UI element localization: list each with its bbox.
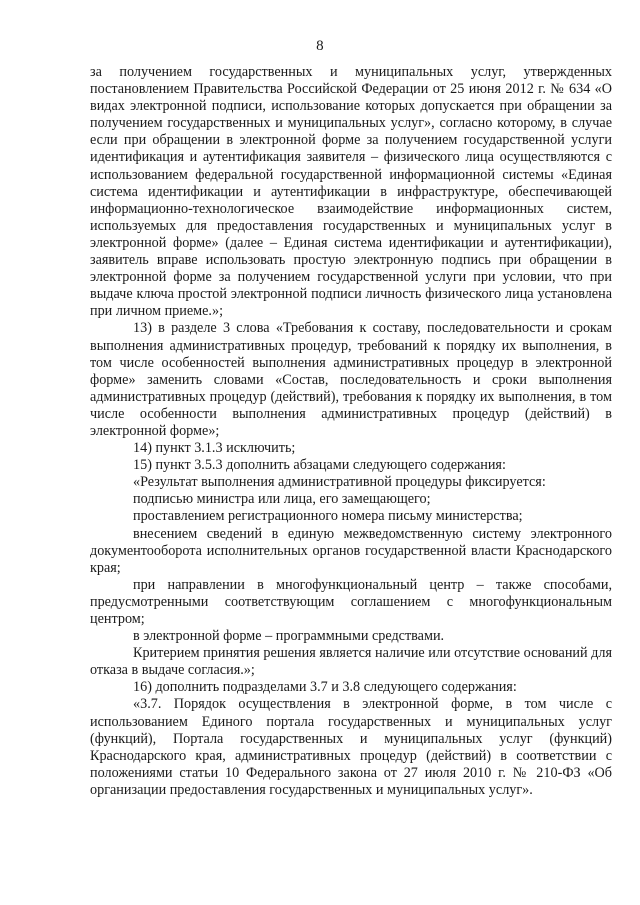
paragraph-item-13: 13) в разделе 3 слова «Требования к составу, последовательности и срокам выполнения административных процедур, требований к порядку их выполнения, в том числе особенностей выполнения административных процедур в электронной форме» заменить словами «Состав, последовательность и сроки выполнения административных процедур (действий), требования к порядку их выполнения, в том числе особенности выполнения административных процедур (действий) в электронной форме»; xyxy=(90,320,612,439)
paragraph-item-14: 14) пункт 3.1.3 исключить; xyxy=(133,440,296,457)
paragraph-continuation: за получением государственных и муниципальных услуг, утвержденных постановлением Правительства Российской Федерации от 25 июня 2012 г. № 634 «О видах электронной подписи, использование которых допускается при обращении за получением государственных и муниципальных услуг», согласно которому, в случае если при обращении в электронной форме за получением государственной услуги идентификация и аутентификация заявителя – физического лица осуществляются с использованием федеральной государственной информационной системы «Единая система идентификации и аутентификации в инфраструктуре, обеспечивающей информационно-технологическое взаимодействие информационных систем, используемых для предоставления государственных и муниципальных услуг в электронной форме» (далее – Единая система идентификации и аутентификации), заявитель вправе использовать простую электронную подпись при обращении в электронной форме за получением государственной услуги при условии, что при выдаче ключа простой электронной подписи личность физического лица установлена при личном приеме.»; xyxy=(90,64,612,320)
paragraph-edms: внесением сведений в единую межведомственную систему электронного документооборота исполнительных органов государственной власти Краснодарского края; xyxy=(90,525,612,576)
paragraph-result-fixed: «Результат выполнения административной процедуры фиксируется: xyxy=(133,474,546,491)
paragraph-signature: подписью министра или лица, его замещающего; xyxy=(133,491,431,508)
paragraph-section-3-7: «3.7. Порядок осуществления в электронной форме, в том числе с использованием Единого портала государственных и муниципальных услуг (функций), Портала государственных и муниципальных услуг (функций) Краснодарского края, административных процедур (действий) в соответствии с положениями статьи 10 Федерального закона от 27 июля 2010 г. № 210-ФЗ «Об организации предоставления государственных и муниципальных услуг». xyxy=(90,696,612,798)
paragraph-item-15: 15) пункт 3.5.3 дополнить абзацами следующего содержания: xyxy=(133,457,506,474)
paragraph-item-16: 16) дополнить подразделами 3.7 и 3.8 следующего содержания: xyxy=(133,679,517,696)
paragraph-registration: проставлением регистрационного номера письму министерства; xyxy=(133,508,523,525)
paragraph-electronic: в электронной форме – программными средствами. xyxy=(133,628,445,645)
paragraph-mfc: при направлении в многофункциональный центр – также способами, предусмотренными соответствующим соглашением с многофункциональным центром; xyxy=(90,576,612,627)
document-body xyxy=(90,64,612,799)
paragraph-criterion: Критерием принятия решения является наличие или отсутствие оснований для отказа в выдаче согласия.»; xyxy=(90,645,612,679)
page-number: 8 xyxy=(316,38,324,54)
